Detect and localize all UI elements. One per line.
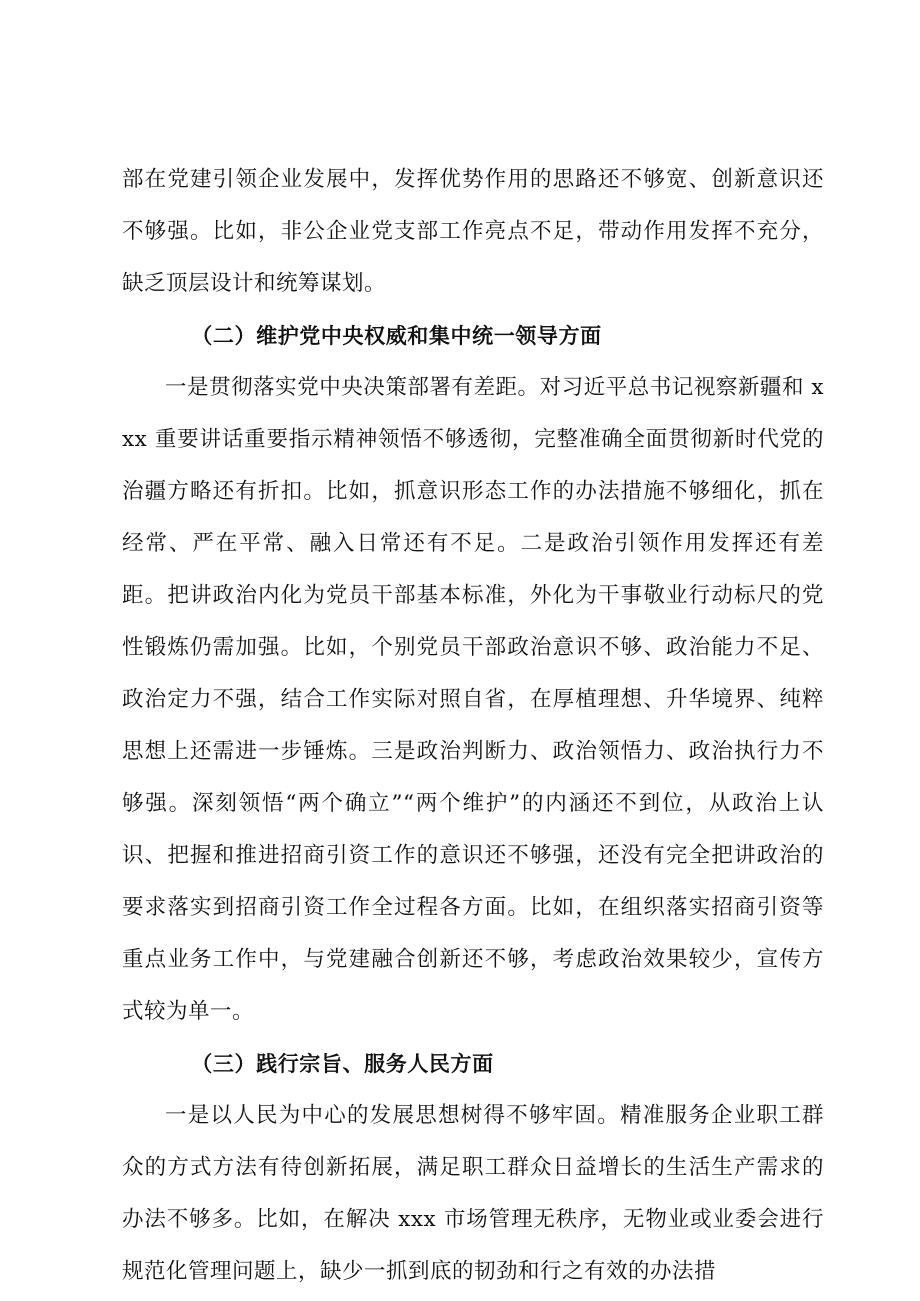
document-body bbox=[122, 154, 824, 1298]
body-paragraph-continuation: 部在党建引领企业发展中，发挥优势作用的思路还不够宽、创新意识还不够强。比如，非公企业党支部工作亮点不足，带动作用发挥不充分，缺乏顶层设计和统筹谋划。 bbox=[122, 167, 824, 296]
body-paragraph-section-2: 一是贯彻落实党中央决策部署有差距。对习近平总书记视察新疆和 xxx 重要讲话重要指示精神领悟不够透彻，完整准确全面贯彻新时代党的治疆方略还有折扣。比如，抓意识形态工作的办法措施不够细化，抓在经常、严在平常、融入日常还有不足。二是政治引领作用发挥还有差距。把讲政治内化为党员干部基本标准，外化为干事敬业行动标尺的党性锻炼仍需加强。比如，个别党员干部政治意识不够、政治能力不足、政治定力不强，结合工作实际对照自省，在厚植理想、升华境界、纯粹思想上还需进一步锤炼。三是政治判断力、政治领悟力、政治执行力不够强。深刻领悟“两个确立”“两个维护”的内涵还不到位，从政治上认识、把握和推进招商引资工作的意识还不够强，还没有完全把讲政治的要求落实到招商引资工作全过程各方面。比如，在组织落实招商引资等重点业务工作中，与党建融合创新还不够，考虑政治效果较少，宣传方式较为单一。 bbox=[122, 375, 824, 1024]
section-heading-3: （三）践行宗旨、服务人民方面 bbox=[191, 1052, 494, 1076]
body-paragraph-section-3: 一是以人民为中心的发展思想树得不够牢固。精准服务企业职工群众的方式方法有待创新拓展，满足职工群众日益增长的生活生产需求的办法不够多。比如，在解决 xxx 市场管理无秩序，无物业或业委会进行规范化管理问题上，缺少一抓到底的韧劲和行之有效的办法措 bbox=[122, 1103, 824, 1284]
section-heading-2: （二）维护党中央权威和集中统一领导方面 bbox=[191, 324, 602, 348]
